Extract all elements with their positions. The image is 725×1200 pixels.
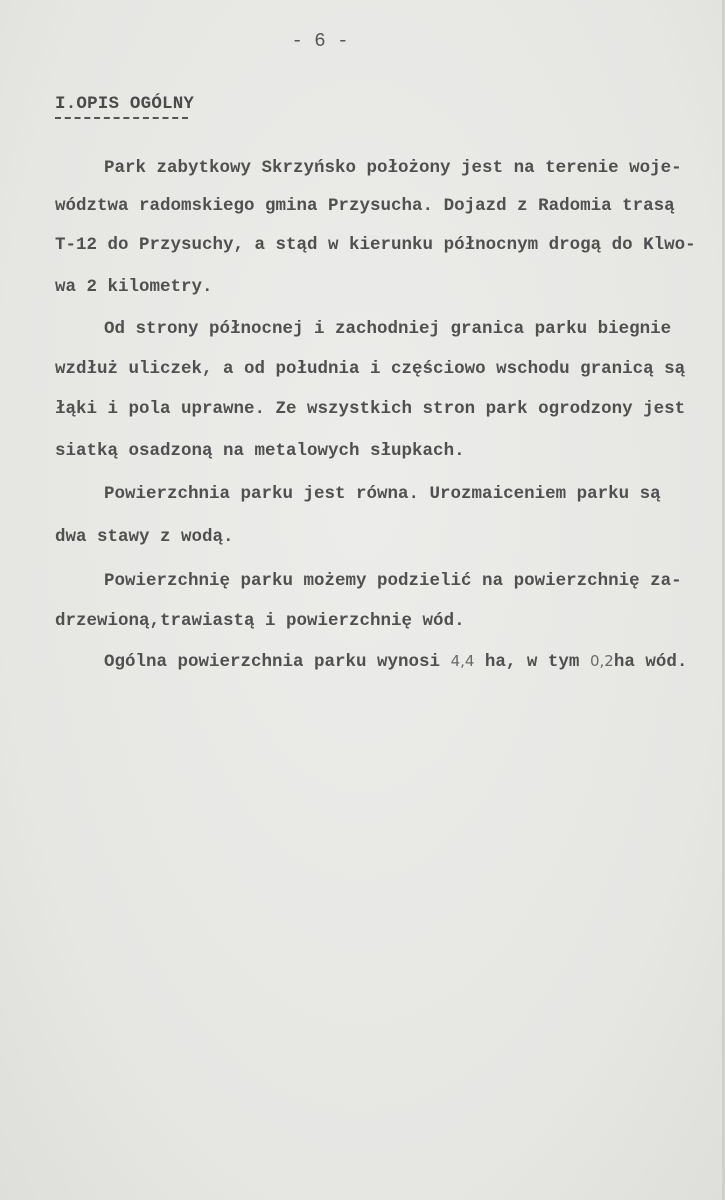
text-line: wzdłuż uliczek, a od południa i częściowo wschodu granicą są bbox=[55, 359, 686, 379]
heading-underline bbox=[55, 117, 188, 119]
text-line: wództwa radomskiego gmina Przysucha. Dojazd z Radomia trasą bbox=[55, 196, 675, 216]
page-number: - 6 - bbox=[291, 30, 349, 52]
text-line: Powierzchnia parku jest równa. Urozmaiceniem parku są bbox=[104, 484, 661, 504]
text-line-area bbox=[104, 652, 687, 672]
handwritten-water-area: 0,2 bbox=[589, 652, 614, 670]
text-line: Powierzchnię parku możemy podzielić na powierzchnię za- bbox=[104, 571, 682, 591]
handwritten-total-area: 4,4 bbox=[450, 652, 475, 670]
text-line: Park zabytkowy Skrzyńsko położony jest na terenie woje- bbox=[104, 158, 682, 178]
text-line: T-12 do Przysuchy, a stąd w kierunku północnym drogą do Klwo- bbox=[55, 235, 696, 255]
section-heading: I.OPIS OGÓLNY bbox=[55, 94, 195, 114]
text-line: wa 2 kilometry. bbox=[55, 277, 213, 297]
text: Ogólna powierzchnia parku wynosi bbox=[104, 652, 451, 672]
text: ha, w tym bbox=[474, 652, 590, 672]
text: ha wód. bbox=[613, 652, 688, 672]
text-line: łąki i pola uprawne. Ze wszystkich stron park ogrodzony jest bbox=[55, 399, 686, 419]
text-line: siatką osadzoną na metalowych słupkach. bbox=[55, 441, 465, 461]
text-line: drzewioną,trawiastą i powierzchnię wód. bbox=[55, 611, 465, 631]
text-line: Od strony północnej i zachodniej granica parku biegnie bbox=[104, 319, 672, 339]
text-line: dwa stawy z wodą. bbox=[55, 527, 234, 547]
